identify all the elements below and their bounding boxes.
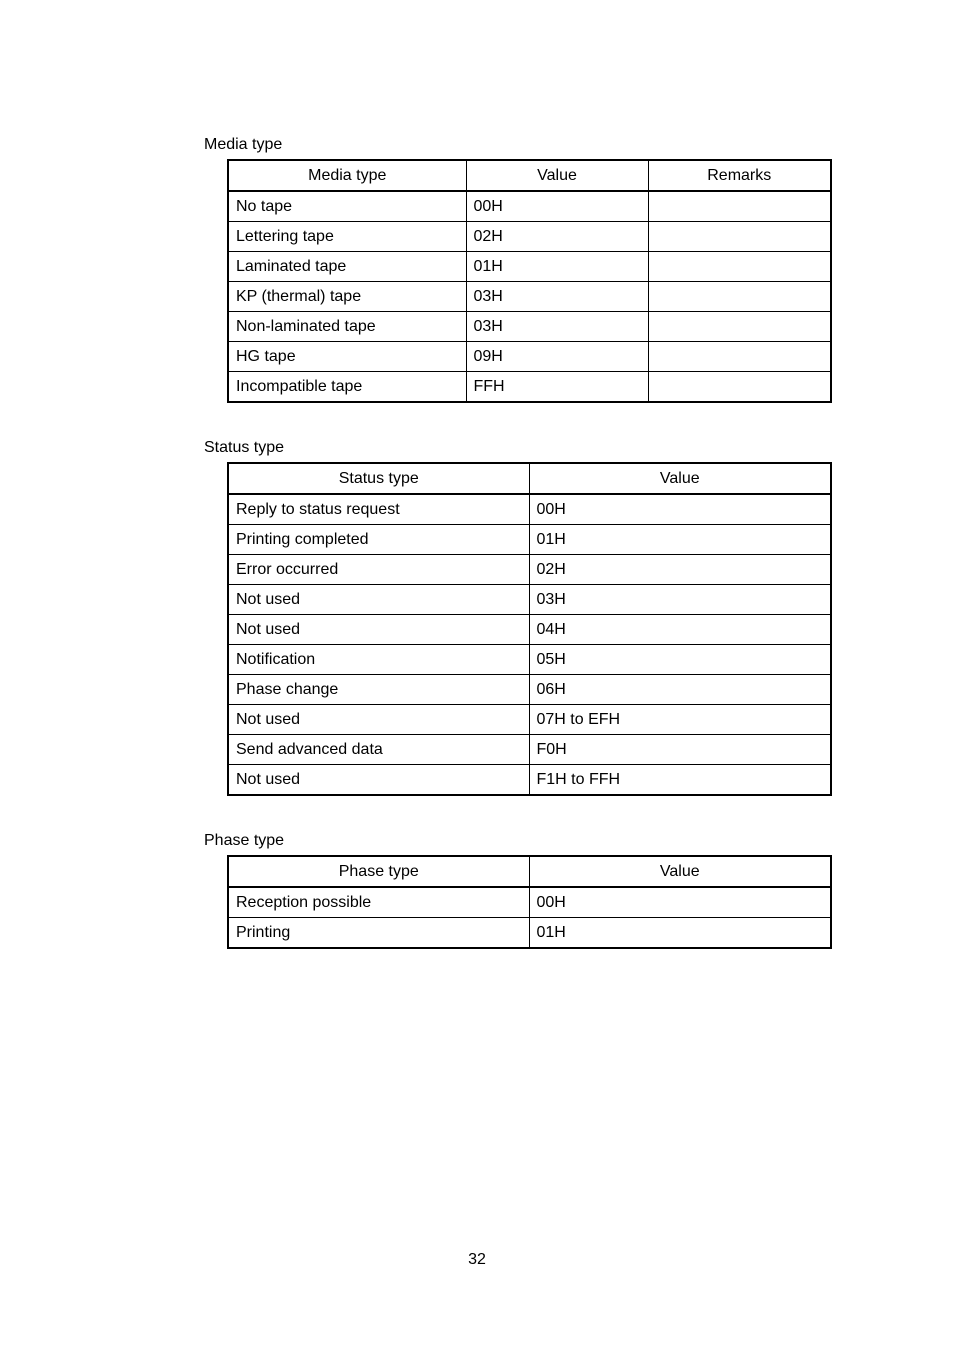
table-cell: 02H xyxy=(529,555,831,585)
table-cell: 05H xyxy=(529,645,831,675)
table-cell: FFH xyxy=(466,372,648,403)
page-number: 32 xyxy=(468,1251,486,1268)
table-cell: Laminated tape xyxy=(228,252,466,282)
table-cell: 00H xyxy=(529,887,831,918)
table-cell xyxy=(648,372,831,403)
table-row xyxy=(228,525,831,555)
column-header: Media type xyxy=(228,160,466,191)
table-cell: Not used xyxy=(228,585,529,615)
table-row xyxy=(228,615,831,645)
table-cell: Lettering tape xyxy=(228,222,466,252)
table-header-row xyxy=(228,160,831,191)
status-type-title: Status type xyxy=(204,439,285,456)
table-cell xyxy=(648,222,831,252)
column-header: Remarks xyxy=(648,160,831,191)
table-cell xyxy=(648,282,831,312)
table-cell: F0H xyxy=(529,735,831,765)
table-cell: 03H xyxy=(466,282,648,312)
table-cell: 00H xyxy=(466,191,648,222)
media-type-title: Media type xyxy=(204,136,283,153)
table-cell: 03H xyxy=(466,312,648,342)
table-row xyxy=(228,342,831,372)
table-cell: 01H xyxy=(529,918,831,949)
column-header: Phase type xyxy=(228,856,529,887)
table-cell xyxy=(648,191,831,222)
table-cell: Incompatible tape xyxy=(228,372,466,403)
table-cell: Printing xyxy=(228,918,529,949)
table-cell: 02H xyxy=(466,222,648,252)
phase-type-table xyxy=(227,855,832,949)
table-cell: HG tape xyxy=(228,342,466,372)
table-cell: 09H xyxy=(466,342,648,372)
table-cell: 01H xyxy=(529,525,831,555)
table-cell: Send advanced data xyxy=(228,735,529,765)
table-cell: 07H to EFH xyxy=(529,705,831,735)
table-cell: 03H xyxy=(529,585,831,615)
table-cell: 04H xyxy=(529,615,831,645)
table-cell: 00H xyxy=(529,494,831,525)
column-header: Value xyxy=(529,463,831,494)
column-header: Value xyxy=(529,856,831,887)
table-row xyxy=(228,918,831,949)
media-type-table xyxy=(227,159,832,403)
table-row xyxy=(228,312,831,342)
table-cell: Not used xyxy=(228,615,529,645)
table-row xyxy=(228,585,831,615)
table-cell: KP (thermal) tape xyxy=(228,282,466,312)
table-cell: No tape xyxy=(228,191,466,222)
table-cell xyxy=(648,342,831,372)
table-row xyxy=(228,252,831,282)
table-row xyxy=(228,675,831,705)
table-header-row xyxy=(228,856,831,887)
table-header-row xyxy=(228,463,831,494)
table-cell: 01H xyxy=(466,252,648,282)
table-row xyxy=(228,372,831,403)
table-cell: Not used xyxy=(228,765,529,796)
table-cell xyxy=(648,252,831,282)
table-row xyxy=(228,765,831,796)
table-row xyxy=(228,645,831,675)
table-row xyxy=(228,282,831,312)
table-row xyxy=(228,191,831,222)
table-cell: Not used xyxy=(228,705,529,735)
table-cell: Non-laminated tape xyxy=(228,312,466,342)
table-cell: F1H to FFH xyxy=(529,765,831,796)
table-cell: Error occurred xyxy=(228,555,529,585)
table-cell: Phase change xyxy=(228,675,529,705)
status-type-table xyxy=(227,462,832,796)
table-row xyxy=(228,555,831,585)
table-cell: 06H xyxy=(529,675,831,705)
table-row xyxy=(228,222,831,252)
table-cell: Reception possible xyxy=(228,887,529,918)
table-cell: Reply to status request xyxy=(228,494,529,525)
table-cell xyxy=(648,312,831,342)
phase-type-title: Phase type xyxy=(204,832,285,849)
table-row xyxy=(228,494,831,525)
column-header: Status type xyxy=(228,463,529,494)
table-row xyxy=(228,887,831,918)
table-row xyxy=(228,735,831,765)
table-cell: Printing completed xyxy=(228,525,529,555)
table-cell: Notification xyxy=(228,645,529,675)
column-header: Value xyxy=(466,160,648,191)
table-row xyxy=(228,705,831,735)
